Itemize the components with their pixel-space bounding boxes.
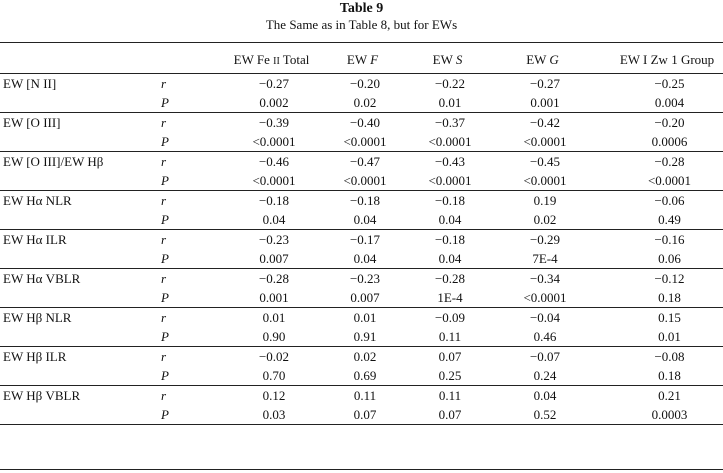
- table-cell: −0.16: [654, 232, 685, 247]
- table-cell: 0.07: [438, 349, 462, 364]
- table-cell: <0.0001: [320, 171, 405, 191]
- table-cell: −0.42: [529, 115, 561, 130]
- table-cell: 0.01: [262, 310, 286, 325]
- stat-label: P: [161, 405, 223, 425]
- table-cell: 0.004: [595, 93, 723, 113]
- table-cell: −0.27: [529, 76, 561, 91]
- table-row: [0, 366, 723, 386]
- table-cell: −0.39: [258, 115, 290, 130]
- stat-label: r: [161, 76, 167, 91]
- table-cell: 0.11: [405, 327, 490, 347]
- stat-label: r: [161, 388, 167, 403]
- table-cell: <0.0001: [595, 171, 723, 191]
- table-cell: −0.23: [349, 271, 381, 286]
- table-row: [0, 386, 723, 406]
- row-label: [0, 288, 161, 308]
- header-empty-stat: [161, 47, 223, 74]
- table-cell: −0.18: [434, 232, 466, 247]
- table-cell: <0.0001: [490, 288, 595, 308]
- stat-label: P: [161, 327, 223, 347]
- row-label: [0, 171, 161, 191]
- table-cell: <0.0001: [320, 132, 405, 152]
- table-cell: −0.43: [434, 154, 466, 169]
- table-cell: 0.24: [490, 366, 595, 386]
- table-cell: −0.46: [258, 154, 290, 169]
- table-row: [0, 152, 723, 172]
- table-cell: 0.15: [658, 310, 681, 325]
- table-cell: −0.22: [434, 76, 466, 91]
- table-cell: −0.29: [529, 232, 561, 247]
- column-header-roman: II: [273, 56, 280, 67]
- row-label: EW Hα NLR: [3, 193, 72, 208]
- table-cell: −0.20: [349, 76, 381, 91]
- table-cell: −0.28: [434, 271, 466, 286]
- table-cell: 0.02: [490, 210, 595, 230]
- stat-label: P: [161, 132, 223, 152]
- table-cell: 0.03: [223, 405, 320, 425]
- table-cell: 0.11: [353, 388, 377, 403]
- table-row: [0, 132, 723, 152]
- column-header-suffix: Total: [279, 52, 310, 67]
- table-row: [0, 405, 723, 425]
- stat-label: P: [161, 210, 223, 230]
- table-cell: 0.04: [223, 210, 320, 230]
- table-cell: 0.19: [533, 193, 557, 208]
- table-cell: −0.28: [654, 154, 685, 169]
- column-header: [320, 47, 405, 74]
- row-label: [0, 93, 161, 113]
- table-cell: −0.08: [654, 349, 685, 364]
- table-cell: 0.25: [405, 366, 490, 386]
- table-row: [0, 93, 723, 113]
- table-cell: −0.37: [434, 115, 466, 130]
- table-cell: <0.0001: [223, 132, 320, 152]
- table-cell: 0.69: [320, 366, 405, 386]
- stat-label: P: [161, 366, 223, 386]
- table-cell: <0.0001: [223, 171, 320, 191]
- table-cell: 0.12: [262, 388, 286, 403]
- bottom-rule: [0, 469, 723, 470]
- table-row: [0, 347, 723, 367]
- column-header-text: EW: [346, 52, 371, 67]
- table-cell: −0.07: [529, 349, 561, 364]
- header-empty-label: [0, 47, 161, 74]
- table-cell: −0.20: [654, 115, 685, 130]
- table-cell: 0.21: [658, 388, 681, 403]
- row-label: [0, 366, 161, 386]
- table-cell: 0.02: [320, 93, 405, 113]
- table-cell: 1E-4: [405, 288, 490, 308]
- table-cell: −0.18: [258, 193, 290, 208]
- table-cell: −0.18: [434, 193, 466, 208]
- table-cell: 0.90: [223, 327, 320, 347]
- column-header: [223, 47, 320, 74]
- row-label: EW [O III]/EW Hβ: [3, 154, 104, 169]
- table-cell: 0.04: [405, 249, 490, 269]
- table-cell: 0.04: [533, 388, 557, 403]
- column-header-text: EW I Zw 1 Group: [619, 52, 715, 67]
- table-cell: −0.18: [349, 193, 381, 208]
- row-label: EW Hβ NLR: [3, 310, 72, 325]
- column-header: [595, 47, 723, 74]
- table-cell: −0.34: [529, 271, 561, 286]
- table-cell: −0.17: [349, 232, 381, 247]
- stat-label: P: [161, 93, 223, 113]
- table-row: [0, 249, 723, 269]
- row-label: EW Hα ILR: [3, 232, 67, 247]
- table-cell: 0.49: [595, 210, 723, 230]
- table-cell: 0.0003: [595, 405, 723, 425]
- row-label: [0, 132, 161, 152]
- table-cell: 0.46: [490, 327, 595, 347]
- table-cell: <0.0001: [405, 171, 490, 191]
- table-body: [0, 74, 723, 425]
- table-cell: 0.52: [490, 405, 595, 425]
- table-cell: −0.23: [258, 232, 290, 247]
- column-header-italic: F: [370, 52, 379, 67]
- row-label: [0, 249, 161, 269]
- stat-label: P: [161, 171, 223, 191]
- stat-label: r: [161, 349, 167, 364]
- header-row: [0, 47, 723, 74]
- table-cell: −0.27: [258, 76, 290, 91]
- row-label: EW Hβ ILR: [3, 349, 67, 364]
- table-cell: 0.07: [405, 405, 490, 425]
- table-row: [0, 327, 723, 347]
- table-row: [0, 210, 723, 230]
- column-header-italic: S: [455, 52, 463, 67]
- table-cell: 0.0006: [595, 132, 723, 152]
- table-cell: 0.01: [595, 327, 723, 347]
- table-cell: 0.01: [405, 93, 490, 113]
- row-label: EW Hβ VBLR: [3, 388, 81, 403]
- table-cell: 0.70: [223, 366, 320, 386]
- stat-label: r: [161, 232, 167, 247]
- table-cell: 0.001: [490, 93, 595, 113]
- table-row: [0, 230, 723, 250]
- column-header-italic: G: [549, 52, 559, 67]
- table-cell: <0.0001: [490, 132, 595, 152]
- table-row: [0, 308, 723, 328]
- table-row: [0, 171, 723, 191]
- column-header: [490, 47, 595, 74]
- table-row: [0, 191, 723, 211]
- table-title: Table 9: [339, 1, 384, 16]
- table-cell: 0.002: [223, 93, 320, 113]
- stat-label: P: [161, 288, 223, 308]
- table-cell: 0.007: [223, 249, 320, 269]
- table-cell: −0.02: [258, 349, 290, 364]
- table-cell: 0.11: [438, 388, 462, 403]
- table-cell: −0.09: [434, 310, 466, 325]
- table-cell: 0.007: [320, 288, 405, 308]
- correlation-table: [0, 47, 723, 425]
- table-cell: 0.04: [405, 210, 490, 230]
- table-cell: 0.01: [353, 310, 377, 325]
- table-cell: −0.25: [654, 76, 685, 91]
- table-cell: −0.12: [654, 271, 685, 286]
- row-label: [0, 405, 161, 425]
- table-subtitle: The Same as in Table 8, but for EWs: [265, 17, 458, 32]
- table-cell: 0.04: [320, 249, 405, 269]
- stat-label: r: [161, 154, 167, 169]
- table-cell: <0.0001: [405, 132, 490, 152]
- table-cell: −0.45: [529, 154, 561, 169]
- stat-label: r: [161, 310, 167, 325]
- table-cell: −0.40: [349, 115, 381, 130]
- table-cell: 0.02: [353, 349, 377, 364]
- row-label: EW [N II]: [3, 76, 57, 91]
- table-caption: [0, 0, 723, 33]
- row-label: [0, 327, 161, 347]
- column-header-text: EW: [526, 52, 550, 67]
- table-cell: 7E-4: [490, 249, 595, 269]
- table-row: [0, 288, 723, 308]
- column-header: [405, 47, 490, 74]
- stat-label: r: [161, 115, 167, 130]
- table-row: [0, 269, 723, 289]
- top-rule: [0, 42, 723, 43]
- row-label: EW [O III]: [3, 115, 61, 130]
- table-row: [0, 113, 723, 133]
- table-cell: 0.06: [595, 249, 723, 269]
- table-cell: 0.07: [320, 405, 405, 425]
- table-cell: −0.47: [349, 154, 381, 169]
- row-label: EW Hα VBLR: [3, 271, 81, 286]
- table-cell: −0.04: [529, 310, 561, 325]
- stat-label: P: [161, 249, 223, 269]
- stat-label: r: [161, 193, 167, 208]
- column-header-text: EW: [432, 52, 456, 67]
- table-cell: 0.001: [223, 288, 320, 308]
- table-cell: 0.18: [595, 366, 723, 386]
- table-cell: −0.28: [258, 271, 290, 286]
- row-label: [0, 210, 161, 230]
- table-cell: 0.04: [320, 210, 405, 230]
- table-cell: <0.0001: [490, 171, 595, 191]
- table-row: [0, 74, 723, 94]
- table-cell: 0.91: [320, 327, 405, 347]
- stat-label: r: [161, 271, 167, 286]
- column-header-text: EW Fe: [233, 52, 274, 67]
- table-cell: −0.06: [654, 193, 685, 208]
- table-cell: 0.18: [595, 288, 723, 308]
